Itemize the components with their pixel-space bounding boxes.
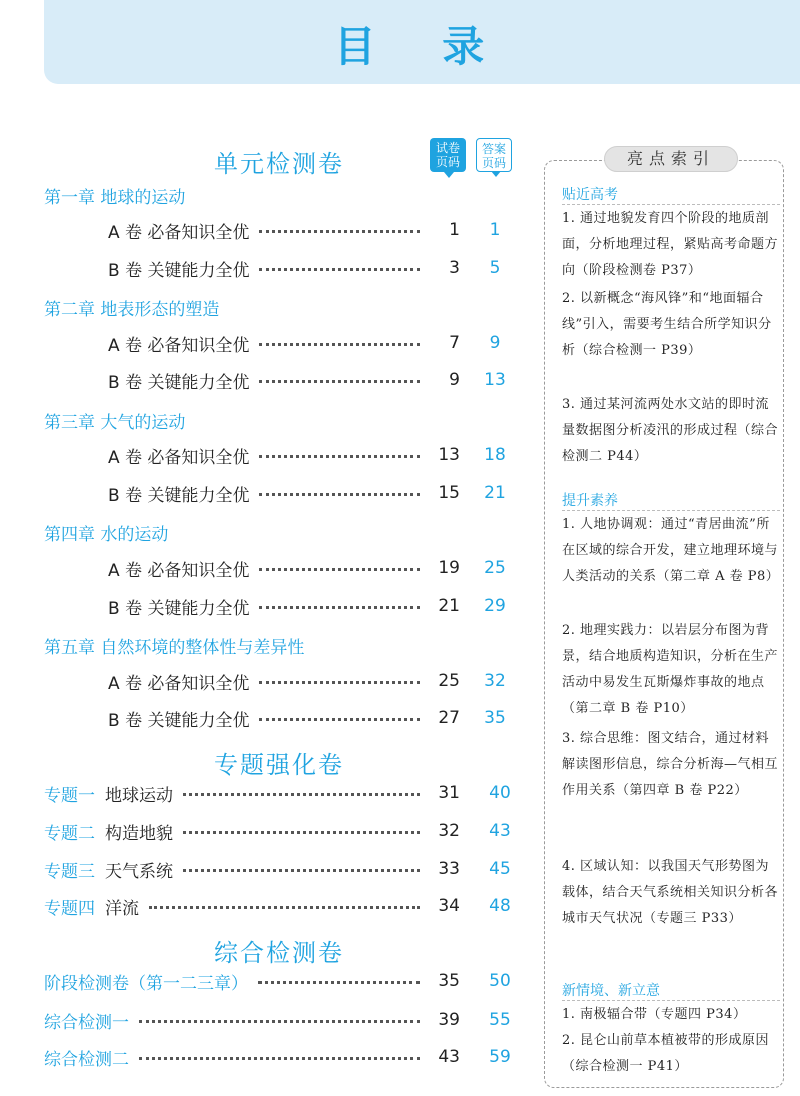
topic-name: 天气系统	[105, 861, 173, 882]
answer-page-badge: 答案 页码	[476, 138, 512, 172]
topic-prefix: 专题一	[44, 785, 95, 806]
leader-dots	[183, 862, 420, 872]
answer-page: 13	[484, 370, 506, 390]
chapter-title: 第三章 大气的运动	[44, 413, 186, 433]
paper-page: 7	[449, 333, 460, 353]
section-title-special: 专题强化卷	[214, 751, 344, 779]
paper-page: 31	[438, 783, 460, 803]
highlight-item: 2. 昆仑山前草本植被带的形成原因（综合检测一 P41）	[562, 1033, 770, 1074]
leader-dots	[259, 599, 420, 609]
topic-prefix: 专题四	[44, 898, 95, 919]
answer-page: 48	[489, 896, 511, 916]
leader-dots	[259, 674, 420, 684]
leader-dots	[258, 974, 420, 984]
highlights-title: 亮点索引	[604, 146, 738, 172]
highlight-item: 2. 地理实践力：以岩层分布图为背景，结合地质构造知识，分析在生产活动中易发生瓦斯爆炸事故的地点（第二章 B 卷 P10）	[562, 623, 779, 716]
answer-page: 32	[484, 671, 506, 691]
toc-row[interactable]	[44, 1008, 460, 1032]
answer-page: 55	[489, 1010, 511, 1030]
toc-row-label: 综合检测一	[44, 1012, 129, 1033]
section-title-unit: 单元检测卷	[214, 150, 344, 178]
paper-page: 32	[438, 821, 460, 841]
toc-row[interactable]	[108, 594, 460, 618]
leader-dots	[259, 561, 420, 571]
answer-page: 5	[489, 258, 501, 278]
paper-page: 35	[438, 971, 460, 991]
toc-row-label: A 卷 必备知识全优	[108, 673, 250, 694]
highlight-item: 3. 通过某河流两处水文站的即时流量数据图分析凌汛的形成过程（综合检测二 P44）	[562, 397, 779, 464]
toc-row-label: B 卷 关键能力全优	[108, 260, 250, 281]
leader-dots	[139, 1050, 420, 1060]
leader-dots	[259, 448, 420, 458]
toc-row-label: 阶段检测卷（第一二三章）	[44, 973, 248, 994]
toc-row[interactable]	[44, 819, 460, 843]
topic-name: 地球运动	[105, 785, 173, 806]
header-banner	[44, 0, 800, 84]
highlight-group-head: 新情境、新立意	[562, 983, 660, 999]
leader-dots	[259, 373, 420, 383]
toc-row[interactable]	[44, 857, 460, 881]
leader-dots	[259, 336, 420, 346]
toc-row[interactable]	[44, 969, 460, 993]
highlight-group-head: 贴近高考	[562, 187, 618, 203]
chapter-title: 第一章 地球的运动	[44, 188, 186, 208]
answer-page: 9	[489, 333, 501, 353]
answer-page: 59	[489, 1047, 511, 1067]
leader-dots	[149, 899, 420, 909]
leader-dots	[259, 711, 420, 721]
section-title-comprehensive: 综合检测卷	[214, 939, 344, 967]
highlight-item: 1. 南极辐合带（专题四 P34）	[562, 1007, 747, 1022]
topic-name: 构造地貌	[105, 823, 173, 844]
paper-page: 3	[449, 258, 460, 278]
highlight-item: 1. 人地协调观：通过“青居曲流”所在区域的综合开发，建立地理环境与人类活动的关系（第二章 A 卷 P8）	[562, 517, 780, 584]
divider	[562, 204, 780, 205]
toc-row[interactable]	[44, 1045, 460, 1069]
highlight-item: 3. 综合思维：图文结合，通过材料解读图形信息，综合分析海—气相互作用关系（第四章 B 卷 P22）	[562, 731, 779, 798]
paper-page: 1	[449, 220, 460, 240]
chapter-title: 第二章 地表形态的塑造	[44, 300, 220, 320]
chapter-title: 第五章 自然环境的整体性与差异性	[44, 638, 305, 658]
answer-page: 50	[489, 971, 511, 991]
answer-page: 29	[484, 596, 506, 616]
paper-page: 15	[438, 483, 460, 503]
answer-page: 21	[484, 483, 506, 503]
topic-name: 洋流	[105, 898, 139, 919]
paper-page: 43	[438, 1047, 460, 1067]
toc-row-label: 综合检测二	[44, 1049, 129, 1070]
toc-row-label: B 卷 关键能力全优	[108, 710, 250, 731]
toc-row[interactable]	[108, 368, 460, 392]
toc-row-label: A 卷 必备知识全优	[108, 447, 250, 468]
answer-page: 35	[484, 708, 506, 728]
answer-page: 18	[484, 445, 506, 465]
toc-row-label: A 卷 必备知识全优	[108, 560, 250, 581]
chapter-title: 第四章 水的运动	[44, 525, 169, 545]
paper-page: 39	[438, 1010, 460, 1030]
leader-dots	[139, 1013, 420, 1023]
toc-row-label: B 卷 关键能力全优	[108, 372, 250, 393]
paper-page-badge: 试卷 页码	[430, 138, 466, 172]
paper-page: 9	[449, 370, 460, 390]
toc-row[interactable]	[108, 669, 460, 693]
toc-row[interactable]	[108, 556, 460, 580]
topic-prefix: 专题三	[44, 861, 95, 882]
paper-page: 13	[438, 445, 460, 465]
leader-dots	[259, 223, 420, 233]
paper-page: 21	[438, 596, 460, 616]
paper-page: 34	[438, 896, 460, 916]
answer-page: 45	[489, 859, 511, 879]
toc-row[interactable]	[108, 443, 460, 467]
toc-row[interactable]	[108, 256, 460, 280]
toc-row-label: B 卷 关键能力全优	[108, 485, 250, 506]
divider	[562, 1000, 780, 1001]
toc-row-label: A 卷 必备知识全优	[108, 222, 250, 243]
highlight-item: 2. 以新概念“海风锋”和“地面辐合线”引入，需要考生结合所学知识分析（综合检测一 P39）	[562, 291, 772, 358]
toc-row-label: B 卷 关键能力全优	[108, 598, 250, 619]
toc-row[interactable]	[108, 481, 460, 505]
toc-row[interactable]	[44, 781, 460, 805]
paper-page: 19	[438, 558, 460, 578]
toc-row[interactable]	[108, 706, 460, 730]
topic-prefix: 专题二	[44, 823, 95, 844]
toc-row[interactable]	[108, 331, 460, 355]
answer-page: 43	[489, 821, 511, 841]
leader-dots	[183, 786, 420, 796]
answer-page: 40	[489, 783, 511, 803]
highlight-item: 4. 区域认知：以我国天气形势图为载体，结合天气系统相关知识分析各城市天气状况（专题三 P33）	[562, 859, 779, 926]
paper-page: 33	[438, 859, 460, 879]
page-title: 目 录	[333, 22, 511, 71]
leader-dots	[183, 824, 420, 834]
paper-page: 27	[438, 708, 460, 728]
leader-dots	[259, 261, 420, 271]
highlight-group-head: 提升素养	[562, 493, 618, 509]
divider	[562, 510, 780, 511]
toc-row[interactable]	[44, 894, 460, 918]
answer-page: 25	[484, 558, 506, 578]
answer-page: 1	[489, 220, 501, 240]
toc-row[interactable]	[108, 218, 460, 242]
paper-page: 25	[438, 671, 460, 691]
highlight-item: 1. 通过地貌发育四个阶段的地质剖面，分析地理过程，紧贴高考命题方向（阶段检测卷 P37）	[562, 211, 779, 278]
leader-dots	[259, 486, 420, 496]
toc-row-label: A 卷 必备知识全优	[108, 335, 250, 356]
